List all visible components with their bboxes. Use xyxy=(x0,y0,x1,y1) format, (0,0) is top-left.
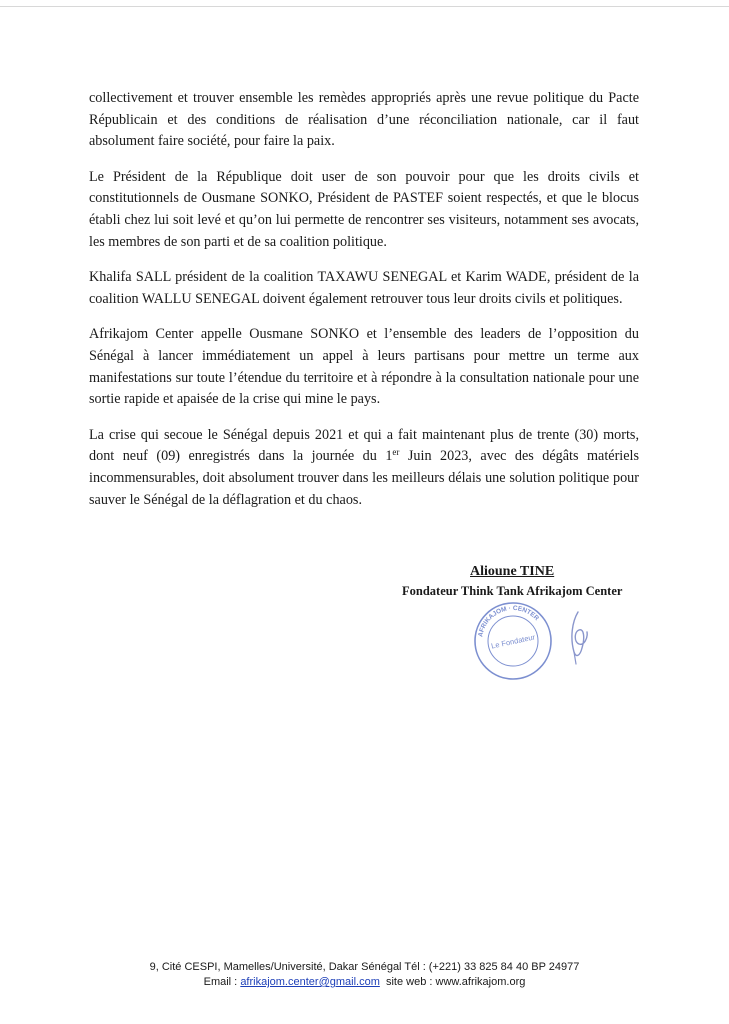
paragraph-3: Khalifa SALL président de la coalition TAXAWU SENEGAL et Karim WADE, président de la coalition WALLU SENEGAL doivent également retrouver tous leur droits civils et politiques. xyxy=(89,269,639,307)
website-url[interactable]: www.afrikajom.org xyxy=(435,976,526,988)
page-top-edge xyxy=(0,6,729,7)
page-footer xyxy=(0,960,729,990)
paragraph-5-part-1: La crise qui secoue le Sénégal depuis 2021 et qui a fait maintenant plus de trente (30) morts, dont neuf (09) enregistrés dans la journée du 1 xyxy=(89,426,639,465)
stamp-center-text: Le Fondateur xyxy=(490,632,536,651)
footer-contact xyxy=(0,975,729,990)
paragraph-5-part-2: Juin 2023, avec des dégâts matériels incommensurables, doit absolument trouver dans les meilleurs délais une solution politique pour sauver le Sénégal de la déflagration et du chaos. xyxy=(89,448,639,508)
stamp-seal xyxy=(472,600,554,682)
stamp-ring-text: AFRIKAJOM · CENTER xyxy=(477,604,541,638)
signatory-title: Fondateur Think Tank Afrikajom Center xyxy=(402,584,623,598)
footer-address: 9, Cité CESPI, Mamelles/Université, Dakar Sénégal Tél : (+221) 33 825 84 40 BP 24977 xyxy=(149,961,580,973)
ordinal-superscript: er xyxy=(392,447,400,458)
email-label: Email : xyxy=(203,976,241,988)
paragraph-4: Afrikajom Center appelle Ousmane SONKO et l’ensemble des leaders de l’opposition du Sénégal à lancer immédiatement un appel à leurs partisans pour mettre un terme aux manifestations sur toute l’étendue du territoire et à répondre à la consultation nationale pour une sortie rapide et apaisée de la crise qui mine le pays. xyxy=(89,326,639,408)
handwritten-signature xyxy=(560,608,596,668)
document-body xyxy=(89,88,639,525)
paragraph-2: Le Président de la République doit user de son pouvoir pour que les droits civils et constitutionnels de Ousmane SONKO, Président de PASTEF soient respectés, et que le blocus établi chez lui soit levé et qu’on lui permette de rencontrer ses visiteurs, notamment ses avocats, les membres de son parti et de sa coalition politique. xyxy=(89,168,639,250)
signatory-name: Alioune TINE xyxy=(470,564,555,579)
paragraph-5 xyxy=(89,425,639,511)
paragraph-1: collectivement et trouver ensemble les remèdes appropriés après une revue politique du Pacte Républicain et des conditions de réalisation d’une réconciliation nationale, car il faut absolument faire société, pour faire la paix. xyxy=(89,90,639,150)
website-label: site web : xyxy=(379,976,436,988)
email-link[interactable]: afrikajom.center@gmail.com xyxy=(240,976,380,988)
